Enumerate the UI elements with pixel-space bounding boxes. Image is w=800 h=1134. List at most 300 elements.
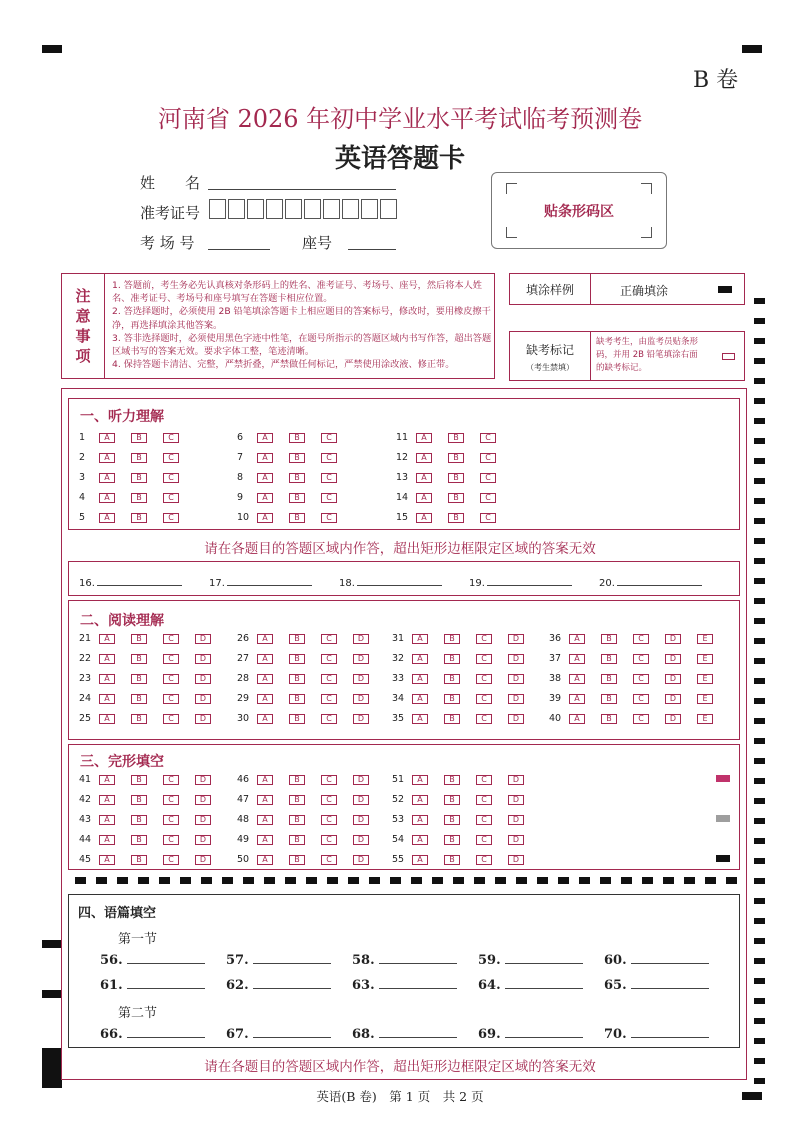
fill-answer-item[interactable] bbox=[599, 578, 702, 589]
answer-bubble-c[interactable]: C bbox=[321, 513, 337, 523]
answer-bubble-d[interactable]: D bbox=[665, 654, 681, 664]
answer-bubble-a[interactable]: A bbox=[99, 815, 115, 825]
timing-mark bbox=[754, 858, 765, 864]
answer-bubble-c[interactable]: C bbox=[321, 433, 337, 443]
question-number: 10 bbox=[237, 512, 250, 523]
answer-bubble-d[interactable]: D bbox=[508, 634, 524, 644]
barcode-label: 贴条形码区 bbox=[544, 204, 614, 220]
timing-mark bbox=[348, 877, 359, 884]
question-number: 21 bbox=[79, 633, 92, 644]
question-number: 31 bbox=[392, 633, 405, 644]
answer-bubble-d[interactable]: D bbox=[508, 795, 524, 805]
room-field[interactable] bbox=[208, 248, 270, 250]
answer-bubble-a[interactable]: A bbox=[412, 855, 428, 865]
passage-answer-item[interactable] bbox=[226, 1027, 331, 1042]
answer-bubble-a[interactable]: A bbox=[412, 654, 428, 664]
answer-bubble-c[interactable]: C bbox=[163, 654, 179, 664]
answer-bubble-c[interactable]: C bbox=[321, 453, 337, 463]
answer-bubble-d[interactable]: D bbox=[353, 855, 369, 865]
passage-answer-item[interactable] bbox=[100, 978, 205, 993]
timing-mark bbox=[201, 877, 212, 884]
answer-bubble-b[interactable]: B bbox=[289, 453, 305, 463]
answer-bubble-c[interactable]: C bbox=[633, 634, 649, 644]
exam-id-cell[interactable] bbox=[342, 199, 359, 219]
answer-bubble-c[interactable]: C bbox=[163, 493, 179, 503]
timing-mark bbox=[754, 438, 765, 444]
fill-answer-item[interactable] bbox=[469, 578, 572, 589]
exam-id-cell[interactable] bbox=[380, 199, 397, 219]
answer-bubble-d[interactable]: D bbox=[195, 815, 211, 825]
answer-bubble-d[interactable]: D bbox=[353, 815, 369, 825]
answer-bubble-c[interactable]: C bbox=[480, 473, 496, 483]
answer-bubble-d[interactable]: D bbox=[665, 674, 681, 684]
answer-bubble-b[interactable]: B bbox=[131, 674, 147, 684]
answer-bubble-a[interactable]: A bbox=[257, 453, 273, 463]
absent-mark-box bbox=[509, 331, 745, 381]
answer-bubble-b[interactable]: B bbox=[601, 634, 617, 644]
timing-mark bbox=[726, 877, 737, 884]
answer-bubble-b[interactable]: B bbox=[444, 714, 460, 724]
answer-bubble-c[interactable]: C bbox=[321, 634, 337, 644]
passage-answer-item[interactable] bbox=[478, 953, 583, 968]
answer-bubble-c[interactable]: C bbox=[163, 775, 179, 785]
answer-bubble-b[interactable]: B bbox=[131, 775, 147, 785]
answer-bubble-b[interactable]: B bbox=[131, 855, 147, 865]
answer-bubble-d[interactable]: D bbox=[195, 674, 211, 684]
answer-bubble-b[interactable]: B bbox=[131, 795, 147, 805]
passage-answer-item[interactable] bbox=[352, 978, 457, 993]
exam-id-cell[interactable] bbox=[266, 199, 283, 219]
answer-bubble-b[interactable]: B bbox=[601, 674, 617, 684]
answer-bubble-a[interactable]: A bbox=[412, 694, 428, 704]
answer-bubble-b[interactable]: B bbox=[131, 835, 147, 845]
answer-bubble-d[interactable]: D bbox=[195, 795, 211, 805]
answer-bubble-d[interactable]: D bbox=[353, 674, 369, 684]
seat-label: 座号 bbox=[302, 234, 333, 252]
notes-text bbox=[112, 279, 492, 371]
question-row bbox=[79, 794, 227, 805]
exam-id-boxes[interactable] bbox=[209, 199, 399, 219]
answer-bubble-d[interactable]: D bbox=[353, 634, 369, 644]
answer-bubble-b[interactable]: B bbox=[448, 513, 464, 523]
question-number: 2 bbox=[79, 452, 86, 463]
answer-bubble-c[interactable]: C bbox=[321, 493, 337, 503]
exam-id-cell[interactable] bbox=[285, 199, 302, 219]
passage-answer-item[interactable] bbox=[604, 978, 709, 993]
answer-bubble-a[interactable]: A bbox=[257, 634, 273, 644]
answer-bubble-a[interactable]: A bbox=[416, 493, 432, 503]
answer-bubble-c[interactable]: C bbox=[163, 815, 179, 825]
answer-bubble-e[interactable]: E bbox=[697, 674, 713, 684]
answer-bubble-a[interactable]: A bbox=[412, 714, 428, 724]
question-row bbox=[549, 693, 729, 704]
exam-id-cell[interactable] bbox=[209, 199, 226, 219]
seat-field[interactable] bbox=[348, 248, 396, 250]
timing-mark bbox=[754, 338, 765, 344]
question-number: 47 bbox=[237, 794, 250, 805]
question-row bbox=[79, 432, 195, 443]
question-number: 11 bbox=[396, 432, 409, 443]
timing-mark bbox=[754, 518, 765, 524]
answer-bubble-b[interactable]: B bbox=[289, 433, 305, 443]
answer-bubble-c[interactable]: C bbox=[476, 654, 492, 664]
answer-bubble-b[interactable]: B bbox=[131, 453, 147, 463]
answer-bubble-c[interactable]: C bbox=[163, 433, 179, 443]
timing-mark bbox=[180, 877, 191, 884]
answer-bubble-c[interactable]: C bbox=[163, 835, 179, 845]
passage-answer-item[interactable] bbox=[100, 1027, 205, 1042]
absent-bubble[interactable] bbox=[722, 353, 735, 360]
question-row bbox=[392, 693, 540, 704]
passage-answer-item[interactable] bbox=[100, 953, 205, 968]
timing-mark bbox=[474, 877, 485, 884]
answer-bubble-c[interactable]: C bbox=[163, 453, 179, 463]
answer-bubble-d[interactable]: D bbox=[353, 775, 369, 785]
answer-bubble-b[interactable]: B bbox=[289, 493, 305, 503]
answer-bubble-d[interactable]: D bbox=[665, 694, 681, 704]
answer-bubble-a[interactable]: A bbox=[257, 795, 273, 805]
answer-bubble-a[interactable]: A bbox=[99, 795, 115, 805]
answer-bubble-a[interactable]: A bbox=[569, 654, 585, 664]
answer-bubble-c[interactable]: C bbox=[480, 493, 496, 503]
answer-bubble-e[interactable]: E bbox=[697, 654, 713, 664]
answer-bubble-a[interactable]: A bbox=[99, 855, 115, 865]
answer-bubble-c[interactable]: C bbox=[476, 775, 492, 785]
answer-bubble-d[interactable]: D bbox=[353, 835, 369, 845]
passage-answer-item[interactable] bbox=[352, 953, 457, 968]
answer-bubble-c[interactable]: C bbox=[321, 855, 337, 865]
answer-bubble-a[interactable]: A bbox=[412, 634, 428, 644]
question-number: 22 bbox=[79, 653, 92, 664]
answer-bubble-a[interactable]: A bbox=[99, 694, 115, 704]
answer-bubble-d[interactable]: D bbox=[353, 654, 369, 664]
answer-bubble-c[interactable]: C bbox=[321, 654, 337, 664]
answer-bubble-b[interactable]: B bbox=[131, 654, 147, 664]
answer-bubble-b[interactable]: B bbox=[131, 815, 147, 825]
answer-bubble-a[interactable]: A bbox=[412, 674, 428, 684]
answer-bubble-a[interactable]: A bbox=[569, 694, 585, 704]
answer-bubble-c[interactable]: C bbox=[163, 674, 179, 684]
answer-bubble-d[interactable]: D bbox=[195, 634, 211, 644]
question-row bbox=[79, 512, 195, 523]
answer-bubble-b[interactable]: B bbox=[444, 634, 460, 644]
answer-bubble-d[interactable]: D bbox=[195, 714, 211, 724]
answer-bubble-b[interactable]: B bbox=[289, 775, 305, 785]
question-number: 40 bbox=[549, 713, 562, 724]
fill-number: 19. bbox=[469, 578, 485, 589]
exam-id-cell[interactable] bbox=[361, 199, 378, 219]
question-row bbox=[237, 633, 385, 644]
question-row bbox=[237, 472, 353, 483]
timing-mark bbox=[453, 877, 464, 884]
passage-answer-item[interactable] bbox=[352, 1027, 457, 1042]
answer-bubble-c[interactable]: C bbox=[476, 634, 492, 644]
answer-bubble-d[interactable]: D bbox=[508, 775, 524, 785]
answer-bubble-c[interactable]: C bbox=[476, 855, 492, 865]
exam-id-cell[interactable] bbox=[247, 199, 264, 219]
timing-mark bbox=[754, 498, 765, 504]
cloze-title: 三、完形填空 bbox=[80, 754, 164, 770]
answer-bubble-d[interactable]: D bbox=[508, 654, 524, 664]
answer-bubble-c[interactable]: C bbox=[321, 694, 337, 704]
answer-bubble-e[interactable]: E bbox=[697, 634, 713, 644]
fill-number: 20. bbox=[599, 578, 615, 589]
timing-mark bbox=[516, 877, 527, 884]
answer-bubble-b[interactable]: B bbox=[444, 795, 460, 805]
answer-bubble-d[interactable]: D bbox=[508, 674, 524, 684]
answer-bubble-d[interactable]: D bbox=[508, 694, 524, 704]
answer-bubble-c[interactable]: C bbox=[163, 634, 179, 644]
answer-bubble-c[interactable]: C bbox=[480, 453, 496, 463]
answer-bubble-c[interactable]: C bbox=[163, 855, 179, 865]
answer-bubble-a[interactable]: A bbox=[99, 835, 115, 845]
answer-bubble-a[interactable]: A bbox=[257, 835, 273, 845]
answer-bubble-a[interactable]: A bbox=[257, 654, 273, 664]
answer-bubble-c[interactable]: C bbox=[476, 694, 492, 704]
answer-bubble-a[interactable]: A bbox=[257, 855, 273, 865]
answer-bubble-a[interactable]: A bbox=[99, 714, 115, 724]
answer-bubble-c[interactable]: C bbox=[163, 694, 179, 704]
answer-bubble-d[interactable]: D bbox=[665, 634, 681, 644]
timing-mark bbox=[754, 318, 765, 324]
notes-item: 3. 答非选择题时，必须使用黑色字迹中性笔，在题号所指示的答题区域内书写作答，超出答题区域书写的答案无效。要求字体工整，笔迹清晰。 bbox=[112, 332, 492, 358]
answer-bubble-c[interactable]: C bbox=[321, 795, 337, 805]
exam-id-cell[interactable] bbox=[323, 199, 340, 219]
timing-mark bbox=[754, 598, 765, 604]
answer-bubble-b[interactable]: B bbox=[444, 815, 460, 825]
timing-mark bbox=[754, 998, 765, 1004]
answer-bubble-c[interactable]: C bbox=[321, 714, 337, 724]
passage-answer-item[interactable] bbox=[478, 1027, 583, 1042]
answer-bubble-b[interactable]: B bbox=[289, 674, 305, 684]
answer-bubble-b[interactable]: B bbox=[444, 855, 460, 865]
answer-bubble-a[interactable]: A bbox=[99, 654, 115, 664]
answer-bubble-a[interactable]: A bbox=[257, 433, 273, 443]
answer-bubble-c[interactable]: C bbox=[476, 674, 492, 684]
answer-bubble-a[interactable]: A bbox=[412, 815, 428, 825]
answer-bubble-b[interactable]: B bbox=[289, 473, 305, 483]
answer-bubble-b[interactable]: B bbox=[448, 453, 464, 463]
answer-bubble-a[interactable]: A bbox=[99, 473, 115, 483]
passage-number: 59. bbox=[478, 953, 501, 968]
notes-item: 1. 答题前，考生务必先认真核对条形码上的姓名、准考证号、考场号、座号，然后将本人姓名、准考证号、考场号和座号填写在答题卡相应位置。 bbox=[112, 280, 482, 305]
question-number: 53 bbox=[392, 814, 405, 825]
answer-bubble-d[interactable]: D bbox=[195, 835, 211, 845]
fill-sample-box bbox=[509, 273, 745, 305]
answer-bubble-c[interactable]: C bbox=[480, 513, 496, 523]
alignment-mark bbox=[742, 45, 762, 53]
passage-answer-item[interactable] bbox=[604, 953, 709, 968]
answer-bubble-c[interactable]: C bbox=[480, 433, 496, 443]
question-row bbox=[392, 774, 540, 785]
notes-side-char: 项 bbox=[75, 347, 91, 365]
answer-bubble-d[interactable]: D bbox=[665, 714, 681, 724]
answer-bubble-e[interactable]: E bbox=[697, 714, 713, 724]
answer-bubble-b[interactable]: B bbox=[444, 694, 460, 704]
answer-bubble-c[interactable]: C bbox=[163, 473, 179, 483]
answer-bubble-a[interactable]: A bbox=[257, 473, 273, 483]
answer-bubble-c[interactable]: C bbox=[476, 815, 492, 825]
name-field[interactable] bbox=[208, 188, 396, 190]
answer-bubble-b[interactable]: B bbox=[289, 694, 305, 704]
fill-sample-label: 填涂样例 bbox=[510, 274, 591, 304]
answer-bubble-c[interactable]: C bbox=[476, 714, 492, 724]
answer-bubble-b[interactable]: B bbox=[289, 855, 305, 865]
answer-bubble-b[interactable]: B bbox=[448, 433, 464, 443]
answer-bubble-b[interactable]: B bbox=[289, 714, 305, 724]
barcode-area bbox=[491, 172, 667, 249]
answer-bubble-c[interactable]: C bbox=[321, 775, 337, 785]
answer-bubble-b[interactable]: B bbox=[289, 634, 305, 644]
timing-mark bbox=[390, 877, 401, 884]
answer-bubble-a[interactable]: A bbox=[99, 674, 115, 684]
answer-bubble-a[interactable]: A bbox=[257, 694, 273, 704]
passage-answer-item[interactable] bbox=[604, 1027, 709, 1042]
answer-bubble-c[interactable]: C bbox=[633, 714, 649, 724]
answer-bubble-a[interactable]: A bbox=[99, 634, 115, 644]
timing-mark bbox=[306, 877, 317, 884]
answer-bubble-a[interactable]: A bbox=[257, 775, 273, 785]
timing-mark bbox=[754, 818, 765, 824]
answer-bubble-d[interactable]: D bbox=[353, 694, 369, 704]
answer-bubble-b[interactable]: B bbox=[289, 815, 305, 825]
question-row bbox=[79, 633, 227, 644]
answer-bubble-a[interactable]: A bbox=[257, 714, 273, 724]
color-swatch-black bbox=[716, 855, 730, 862]
answer-bubble-d[interactable]: D bbox=[195, 775, 211, 785]
answer-bubble-b[interactable]: B bbox=[444, 835, 460, 845]
exam-title: 河南省 2026 年初中学业水平考试临考预测卷 bbox=[157, 105, 643, 133]
question-number: 43 bbox=[79, 814, 92, 825]
passage-answer-item[interactable] bbox=[226, 978, 331, 993]
answer-bubble-d[interactable]: D bbox=[508, 815, 524, 825]
answer-bubble-a[interactable]: A bbox=[99, 513, 115, 523]
answer-bubble-b[interactable]: B bbox=[448, 473, 464, 483]
answer-bubble-a[interactable]: A bbox=[569, 674, 585, 684]
answer-bubble-d[interactable]: D bbox=[195, 654, 211, 664]
fill-answer-item[interactable] bbox=[209, 578, 312, 589]
answer-bubble-b[interactable]: B bbox=[601, 714, 617, 724]
question-number: 13 bbox=[396, 472, 409, 483]
answer-bubble-b[interactable]: B bbox=[448, 493, 464, 503]
answer-bubble-a[interactable]: A bbox=[257, 815, 273, 825]
answer-bubble-b[interactable]: B bbox=[131, 694, 147, 704]
answer-bubble-c[interactable]: C bbox=[321, 473, 337, 483]
passage-answer-item[interactable] bbox=[226, 953, 331, 968]
answer-bubble-a[interactable]: A bbox=[569, 634, 585, 644]
timing-mark bbox=[754, 478, 765, 484]
timing-mark bbox=[754, 938, 765, 944]
fill-sample-value: 正确填涂 bbox=[620, 284, 669, 298]
answer-bubble-b[interactable]: B bbox=[131, 493, 147, 503]
answer-bubble-d[interactable]: D bbox=[195, 855, 211, 865]
answer-bubble-d[interactable]: D bbox=[195, 694, 211, 704]
answer-bubble-b[interactable]: B bbox=[444, 775, 460, 785]
answer-bubble-a[interactable]: A bbox=[99, 493, 115, 503]
answer-bubble-a[interactable]: A bbox=[416, 433, 432, 443]
question-row bbox=[392, 814, 540, 825]
passage-answer-item[interactable] bbox=[478, 978, 583, 993]
question-number: 29 bbox=[237, 693, 250, 704]
exam-id-cell[interactable] bbox=[228, 199, 245, 219]
answer-bubble-e[interactable]: E bbox=[697, 694, 713, 704]
timing-mark bbox=[495, 877, 506, 884]
answer-bubble-b[interactable]: B bbox=[289, 835, 305, 845]
absent-label: 缺考标记 bbox=[525, 343, 574, 357]
answer-bubble-d[interactable]: D bbox=[508, 835, 524, 845]
passage-number: 63. bbox=[352, 978, 375, 993]
question-row bbox=[237, 794, 385, 805]
answer-bubble-d[interactable]: D bbox=[353, 795, 369, 805]
answer-bubble-d[interactable]: D bbox=[353, 714, 369, 724]
answer-bubble-b[interactable]: B bbox=[601, 654, 617, 664]
fill-answer-item[interactable] bbox=[339, 578, 442, 589]
question-number: 7 bbox=[237, 452, 244, 463]
timing-mark bbox=[285, 877, 296, 884]
answer-bubble-a[interactable]: A bbox=[257, 513, 273, 523]
answer-bubble-d[interactable]: D bbox=[508, 714, 524, 724]
answer-bubble-b[interactable]: B bbox=[289, 654, 305, 664]
answer-bubble-a[interactable]: A bbox=[416, 473, 432, 483]
answer-bubble-c[interactable]: C bbox=[476, 835, 492, 845]
timing-mark bbox=[754, 698, 765, 704]
alignment-mark bbox=[42, 940, 62, 948]
answer-bubble-a[interactable]: A bbox=[99, 775, 115, 785]
answer-bubble-c[interactable]: C bbox=[163, 795, 179, 805]
question-number: 27 bbox=[237, 653, 250, 664]
answer-bubble-c[interactable]: C bbox=[633, 694, 649, 704]
answer-bubble-c[interactable]: C bbox=[163, 714, 179, 724]
answer-bubble-c[interactable]: C bbox=[321, 815, 337, 825]
answer-bubble-a[interactable]: A bbox=[412, 775, 428, 785]
answer-bubble-c[interactable]: C bbox=[633, 674, 649, 684]
timing-mark bbox=[754, 618, 765, 624]
answer-bubble-b[interactable]: B bbox=[601, 694, 617, 704]
answer-bubble-a[interactable]: A bbox=[99, 433, 115, 443]
answer-bubble-b[interactable]: B bbox=[131, 473, 147, 483]
answer-bubble-c[interactable]: C bbox=[321, 674, 337, 684]
answer-bubble-c[interactable]: C bbox=[633, 654, 649, 664]
answer-bubble-c[interactable]: C bbox=[163, 513, 179, 523]
answer-bubble-b[interactable]: B bbox=[131, 634, 147, 644]
question-row bbox=[237, 452, 353, 463]
answer-bubble-a[interactable]: A bbox=[412, 795, 428, 805]
answer-bubble-b[interactable]: B bbox=[131, 433, 147, 443]
question-row bbox=[549, 653, 729, 664]
answer-bubble-b[interactable]: B bbox=[444, 654, 460, 664]
timing-mark bbox=[754, 678, 765, 684]
answer-bubble-d[interactable]: D bbox=[508, 855, 524, 865]
exam-id-cell[interactable] bbox=[304, 199, 321, 219]
question-row bbox=[79, 673, 227, 684]
answer-bubble-b[interactable]: B bbox=[289, 795, 305, 805]
answer-bubble-b[interactable]: B bbox=[131, 714, 147, 724]
answer-bubble-a[interactable]: A bbox=[257, 674, 273, 684]
answer-bubble-a[interactable]: A bbox=[412, 835, 428, 845]
answer-bubble-b[interactable]: B bbox=[131, 513, 147, 523]
answer-bubble-a[interactable]: A bbox=[416, 513, 432, 523]
answer-bubble-a[interactable]: A bbox=[257, 493, 273, 503]
timing-mark bbox=[222, 877, 233, 884]
answer-bubble-b[interactable]: B bbox=[289, 513, 305, 523]
fill-answer-item[interactable] bbox=[79, 578, 182, 589]
answer-bubble-a[interactable]: A bbox=[99, 453, 115, 463]
answer-bubble-c[interactable]: C bbox=[476, 795, 492, 805]
answer-bubble-a[interactable]: A bbox=[416, 453, 432, 463]
answer-bubble-a[interactable]: A bbox=[569, 714, 585, 724]
answer-bubble-c[interactable]: C bbox=[321, 835, 337, 845]
answer-bubble-b[interactable]: B bbox=[444, 674, 460, 684]
